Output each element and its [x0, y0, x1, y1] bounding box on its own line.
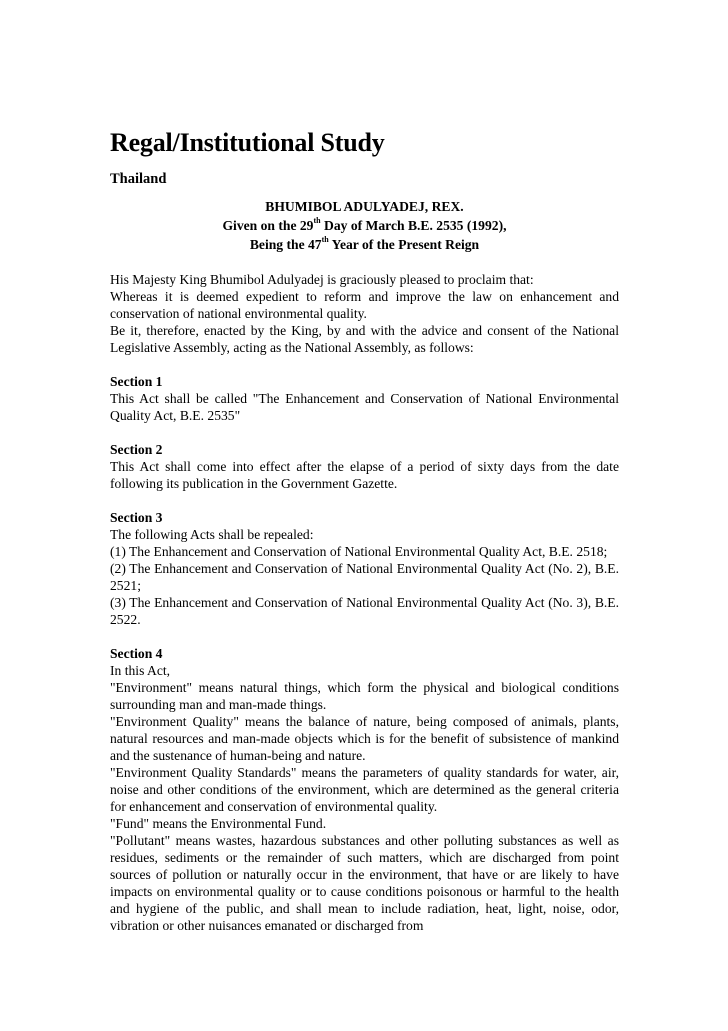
section-heading: Section 3 [110, 510, 163, 525]
section-4 [110, 645, 619, 934]
decree-block [110, 197, 619, 254]
section-paragraph: This Act shall be called "The Enhancement and Conservation of National Environmental Quality Act, B.E. 2535" [110, 391, 619, 423]
section-paragraph: "Fund" means the Environmental Fund. [110, 816, 327, 831]
document-page [110, 128, 619, 934]
document-subtitle: Thailand [110, 171, 167, 187]
decree-line-1: BHUMIBOL ADULYADEJ, REX. [265, 199, 464, 214]
section-paragraph: "Environment Quality" means the balance of nature, being composed of animals, plants, natural resources and man-made objects which is for the benefit of subsistence of mankind and the sustenance of human-being and nature. [110, 714, 619, 763]
section-paragraph: (3) The Enhancement and Conservation of National Environmental Quality Act (No. 3), B.E. 2522. [110, 595, 619, 627]
section-heading: Section 2 [110, 442, 163, 457]
preamble-paragraph: Whereas it is deemed expedient to reform and improve the law on enhancement and conservation of national environmental quality. [110, 289, 619, 321]
document-title: Regal/Institutional Study [110, 128, 385, 157]
section-paragraph: "Pollutant" means wastes, hazardous substances and other polluting substances as well as residues, sediments or the remainder of such matters, which are discharged from point sources of pollution or naturally occur in the environment, that have or are likely to have impacts on environmental quality or to cause conditions poisonous or harmful to the health and hygiene of the public, and shall mean to include radiation, heat, light, noise, odor, vibration or other nuisances emanated or discharged from [110, 833, 619, 933]
section-paragraph: "Environment Quality Standards" means the parameters of quality standards for water, air, noise and other conditions of the environment, which are determined as the general criteria for enhancement and conservation of environmental quality. [110, 765, 619, 814]
section-paragraph: "Environment" means natural things, which form the physical and biological conditions surrounding man and man-made things. [110, 680, 619, 712]
preamble [110, 271, 619, 356]
section-heading: Section 4 [110, 646, 163, 661]
decree-line-3: Being the 47th Year of the Present Reign [249, 235, 480, 252]
section-paragraph: (1) The Enhancement and Conservation of National Environmental Quality Act, B.E. 2518; [110, 544, 608, 559]
section-paragraph: The following Acts shall be repealed: [110, 527, 314, 542]
section-paragraph: (2) The Enhancement and Conservation of National Environmental Quality Act (No. 2), B.E. 2521; [110, 561, 619, 593]
section-paragraph: In this Act, [110, 663, 171, 678]
section-3 [110, 509, 619, 628]
section-paragraph: This Act shall come into effect after the elapse of a period of sixty days from the date following its publication in the Government Gazette. [110, 459, 619, 491]
sections-container [110, 373, 619, 934]
section-heading: Section 1 [110, 374, 163, 389]
section-2 [110, 441, 619, 492]
section-1 [110, 373, 619, 424]
decree-line-2: Given on the 29th Day of March B.E. 2535 (1992), [222, 216, 507, 233]
preamble-paragraph: Be it, therefore, enacted by the King, by and with the advice and consent of the National Legislative Assembly, acting as the National Assembly, as follows: [110, 323, 619, 355]
preamble-paragraph: His Majesty King Bhumibol Adulyadej is graciously pleased to proclaim that: [110, 272, 534, 287]
